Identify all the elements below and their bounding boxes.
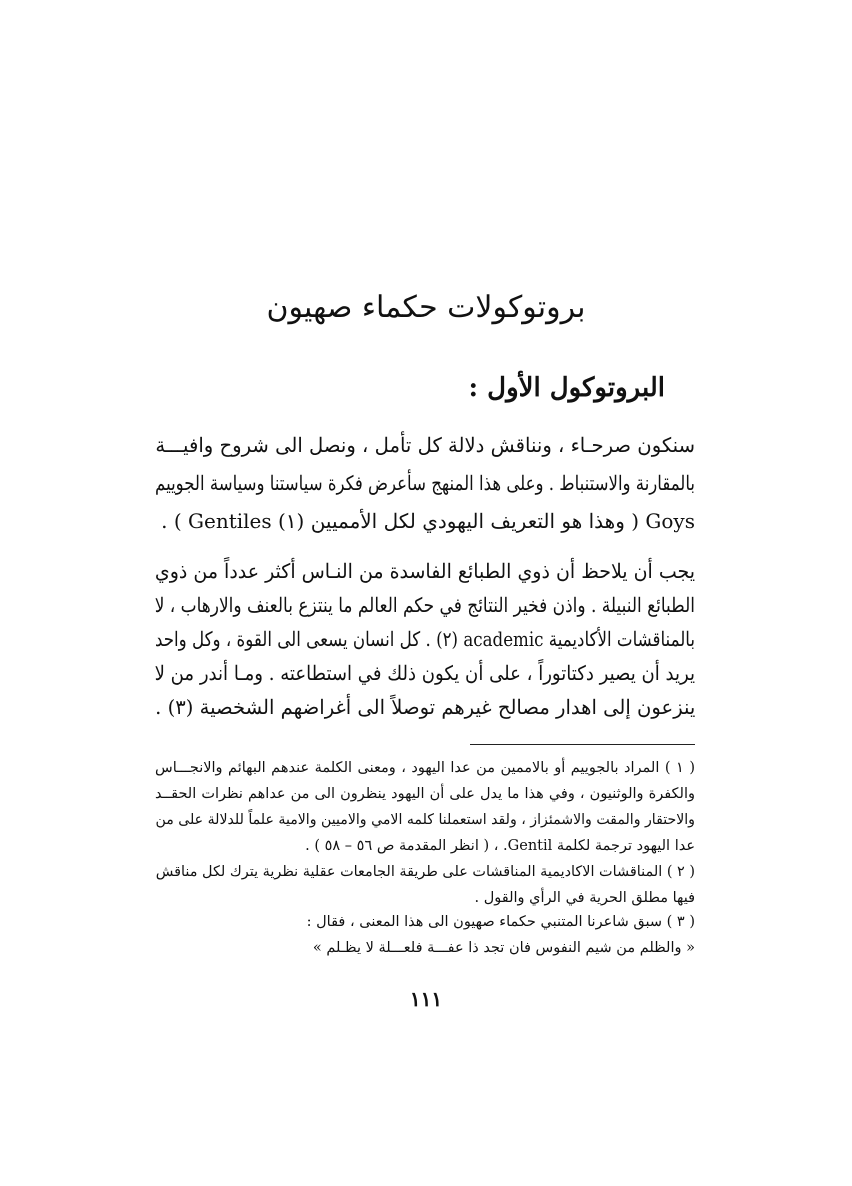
paragraph-2-line-4: يريد أن يصير دكتاتوراً ، على أن يكون ذلك في استطاعته . ومـا أندر من لا xyxy=(154,661,695,685)
paragraph-2-line-3: بالمناقشات الأكاديمية academic (٢) . كل انسان يسعى الى القوة ، وكل واحد xyxy=(154,627,695,651)
paragraph-2-line-2: الطبائع النبيلة . واذن فخير النتائج في حكم العالم ما ينتزع بالعنف والارهاب ، لا xyxy=(154,593,695,617)
footnote-line: ( ٣ ) سبق شاعرنا المتنبي حكماء صهيون الى هذا المعنى ، فقال : xyxy=(306,914,695,930)
footnote-line: عدا اليهود ترجمة لكلمة Gentil. ، ( انظر المقدمة ص ٥٦ – ٥٨ ) . xyxy=(305,838,695,854)
page-title: بروتوكولات حكماء صهيون xyxy=(266,290,586,325)
footnote-line: والكفرة والوثنيون ، وفي هذا ما يدل على أن اليهود ينظرون الى من عداهم نظرات الحقــد xyxy=(155,786,695,802)
footnote-separator xyxy=(470,744,695,745)
paragraph-1-line-2: بالمقارنة والاستنباط . وعلى هذا المنهج سأعرض فكرة سياستنا وسياسة الجوييم xyxy=(155,471,695,495)
footnote-line: ( ١ ) المراد بالجوييم أو بالاممين من عدا اليهود ، ومعنى الكلمة عندهم البهائم والانجـــاس xyxy=(155,760,695,776)
paragraph-2-line-5: ينزعون إلى اهدار مصالح غيرهم توصلاً الى أغراضهم الشخصية (٣) . xyxy=(154,695,695,719)
footnote-line: ( ٢ ) المناقشات الاكاديمية المناقشات على طريقة الجامعات عقلية نظرية يترك لكل مناقش xyxy=(155,864,695,880)
page-number: ١١١ xyxy=(409,987,443,1011)
paragraph-2-line-1: يجب أن يلاحظ أن ذوي الطبائع الفاسدة من النـاس أكثر عدداً من ذوي xyxy=(154,559,696,583)
footnote-line: والاحتقار والمقت والاشمئزاز ، ولقد استعملنا كلمه الامي والاميين والامية علماً للدلالة على من xyxy=(155,812,696,828)
paragraph-1-line-1: سنكون صرحـاء ، ونناقش دلالة كل تأمل ، ونصل الى شروح وافيـــة xyxy=(155,433,695,457)
footnote-line: فيها مطلق الحرية في الرأي والقول . xyxy=(474,890,695,906)
paragraph-1-line-3: Goys ( وهذا هو التعريف اليهودي لكل الأمميين (١) Gentiles ) . xyxy=(161,509,695,533)
footnote-verse: « والظلم من شيم النفوس فان تجد ذا عفـــة فلعـــلة لا يظـلم » xyxy=(312,940,695,956)
section-heading: البروتوكول الأول : xyxy=(468,373,665,403)
